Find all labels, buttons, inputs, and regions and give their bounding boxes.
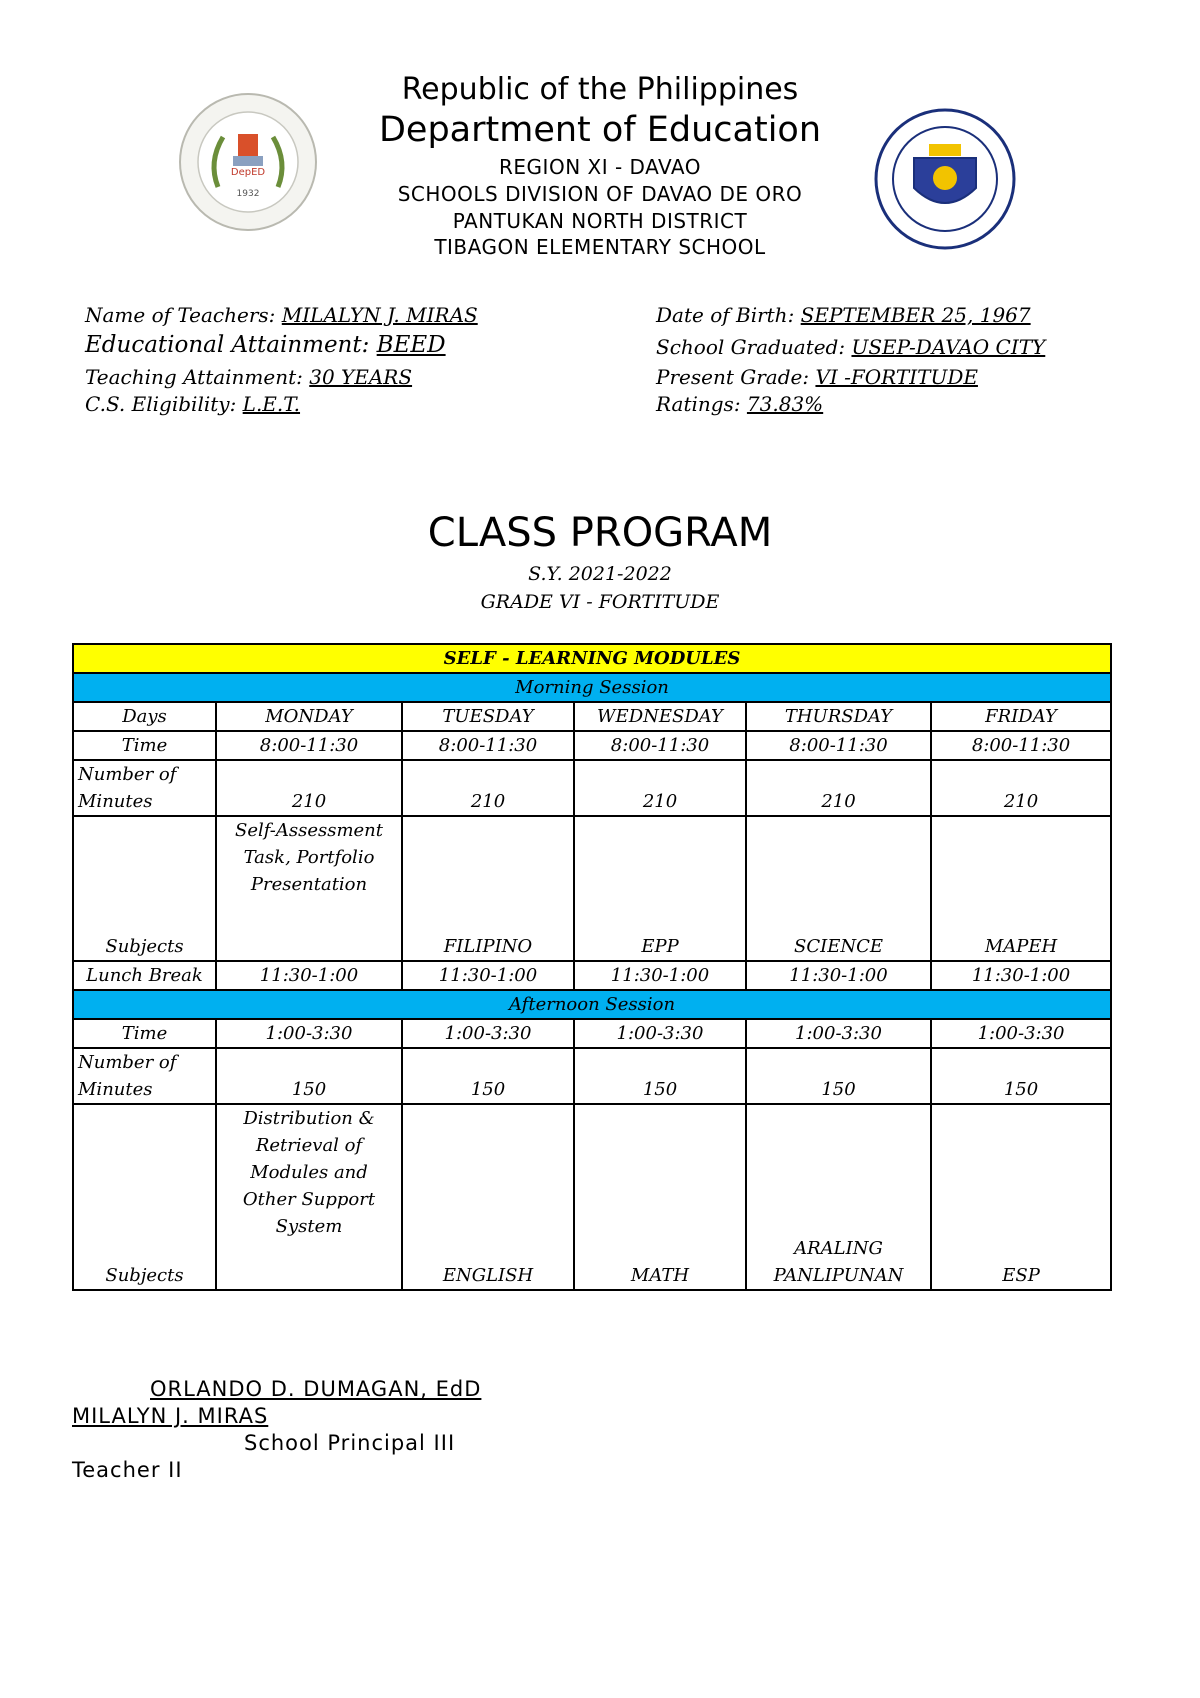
days-row <box>73 702 1111 731</box>
minutes-cell: 210 <box>216 760 402 816</box>
header-republic: Republic of the Philippines <box>401 72 799 107</box>
present-grade-row <box>656 365 978 389</box>
morning-session-cell: Morning Session <box>73 673 1111 702</box>
minutes-cell: 210 <box>574 760 746 816</box>
minutes-cell: 150 <box>746 1048 931 1104</box>
day-cell: MONDAY <box>216 702 402 731</box>
minutes-cell: 150 <box>931 1048 1111 1104</box>
time-cell: 1:00-3:30 <box>931 1019 1111 1048</box>
time-cell: 1:00-3:30 <box>574 1019 746 1048</box>
minutes-cell: 150 <box>402 1048 574 1104</box>
teacher-name-row <box>85 303 478 327</box>
education-value: BEED <box>376 332 446 358</box>
page-title: CLASS PROGRAM <box>427 510 773 556</box>
ratings-value: 73.83% <box>746 392 824 416</box>
header-division: SCHOOLS DIVISION OF DAVAO DE ORO <box>397 182 803 206</box>
morning-minutes-row <box>73 760 1111 816</box>
dob-label: Date of Birth: <box>656 303 795 327</box>
subject-cell: MATH <box>574 1104 746 1290</box>
principal-title: School Principal III <box>244 1431 456 1455</box>
teaching-label: Teaching Attainment: <box>85 365 303 389</box>
header-department: Department of Education <box>378 110 822 150</box>
day-cell: THURSDAY <box>746 702 931 731</box>
school-year: S.Y. 2021-2022 <box>528 563 672 585</box>
seal-badge-text: DepED <box>230 167 266 178</box>
subject-cell: FILIPINO <box>402 816 574 961</box>
dob-value: SEPTEMBER 25, 1967 <box>800 303 1031 327</box>
subject-cell: ENGLISH <box>402 1104 574 1290</box>
ratings-row <box>656 392 823 416</box>
time-label: Time <box>73 1019 216 1048</box>
class-program-table <box>72 643 1112 1291</box>
education-label: Educational Attainment: <box>85 332 370 358</box>
teacher-signature-name: MILALYN J. MIRAS <box>72 1404 269 1428</box>
days-label: Days <box>73 702 216 731</box>
subjects-label: Subjects <box>73 816 216 961</box>
time-cell: 8:00-11:30 <box>402 731 574 760</box>
afternoon-subjects-row <box>73 1104 1111 1290</box>
afternoon-session-cell: Afternoon Session <box>73 990 1111 1019</box>
teacher-title: Teacher II <box>72 1458 183 1482</box>
header-district: PANTUKAN NORTH DISTRICT <box>452 209 748 233</box>
lunch-label: Lunch Break <box>73 961 216 990</box>
lunch-cell: 11:30-1:00 <box>402 961 574 990</box>
time-cell: 8:00-11:30 <box>574 731 746 760</box>
lunch-row <box>73 961 1111 990</box>
banner-row <box>73 644 1111 673</box>
eligibility-label: C.S. Eligibility: <box>85 392 237 416</box>
header-school: TIBAGON ELEMENTARY SCHOOL <box>434 235 766 259</box>
time-label: Time <box>73 731 216 760</box>
subject-cell: ARALING PANLIPUNAN <box>746 1104 931 1290</box>
present-grade-label: Present Grade: <box>656 365 810 389</box>
afternoon-time-row <box>73 1019 1111 1048</box>
time-cell: 8:00-11:30 <box>216 731 402 760</box>
principal-name: ORLANDO D. DUMAGAN, EdD <box>150 1377 482 1401</box>
morning-time-row <box>73 731 1111 760</box>
graduated-value: USEP-DAVAO CITY <box>851 335 1046 359</box>
afternoon-session-row <box>73 990 1111 1019</box>
day-cell: TUESDAY <box>402 702 574 731</box>
time-cell: 1:00-3:30 <box>402 1019 574 1048</box>
morning-subjects-row <box>73 816 1111 961</box>
minutes-label: Number of Minutes <box>73 760 216 816</box>
minutes-cell: 210 <box>746 760 931 816</box>
graduated-label: School Graduated: <box>656 335 846 359</box>
lunch-cell: 11:30-1:00 <box>746 961 931 990</box>
header-region: REGION XI - DAVAO <box>499 155 701 179</box>
ratings-label: Ratings: <box>656 392 741 416</box>
eligibility-row <box>85 392 300 416</box>
day-cell: WEDNESDAY <box>574 702 746 731</box>
lunch-cell: 11:30-1:00 <box>931 961 1111 990</box>
teaching-row <box>85 365 412 389</box>
minutes-cell: 150 <box>574 1048 746 1104</box>
teacher-name-value: MILALYN J. MIRAS <box>281 303 478 327</box>
graduated-row <box>656 335 1045 359</box>
subject-cell: Distribution & Retrieval of Modules and Other Support System <box>216 1104 402 1290</box>
present-grade-value: VI -FORTITUDE <box>815 365 978 389</box>
minutes-label: Number of Minutes <box>73 1048 216 1104</box>
teacher-name-label: Name of Teachers: <box>85 303 276 327</box>
time-cell: 8:00-11:30 <box>746 731 931 760</box>
time-cell: 1:00-3:30 <box>746 1019 931 1048</box>
banner-cell: SELF - LEARNING MODULES <box>73 644 1111 673</box>
subject-cell: MAPEH <box>931 816 1111 961</box>
eligibility-value: L.E.T. <box>242 392 301 416</box>
minutes-cell: 210 <box>402 760 574 816</box>
minutes-cell: 150 <box>216 1048 402 1104</box>
day-cell: FRIDAY <box>931 702 1111 731</box>
grade-section: GRADE VI - FORTITUDE <box>480 591 720 613</box>
minutes-cell: 210 <box>931 760 1111 816</box>
subject-cell: ESP <box>931 1104 1111 1290</box>
dob-row <box>656 303 1031 327</box>
subjects-label: Subjects <box>73 1104 216 1290</box>
morning-session-row <box>73 673 1111 702</box>
subject-cell: SCIENCE <box>746 816 931 961</box>
time-cell: 8:00-11:30 <box>931 731 1111 760</box>
education-row <box>85 332 446 358</box>
teaching-value: 30 YEARS <box>309 365 413 389</box>
subject-cell: Self-Assessment Task, Portfolio Presentation <box>216 816 402 961</box>
lunch-cell: 11:30-1:00 <box>574 961 746 990</box>
afternoon-minutes-row <box>73 1048 1111 1104</box>
lunch-cell: 11:30-1:00 <box>216 961 402 990</box>
subject-cell: EPP <box>574 816 746 961</box>
seal-year-text: 1932 <box>236 189 260 199</box>
time-cell: 1:00-3:30 <box>216 1019 402 1048</box>
